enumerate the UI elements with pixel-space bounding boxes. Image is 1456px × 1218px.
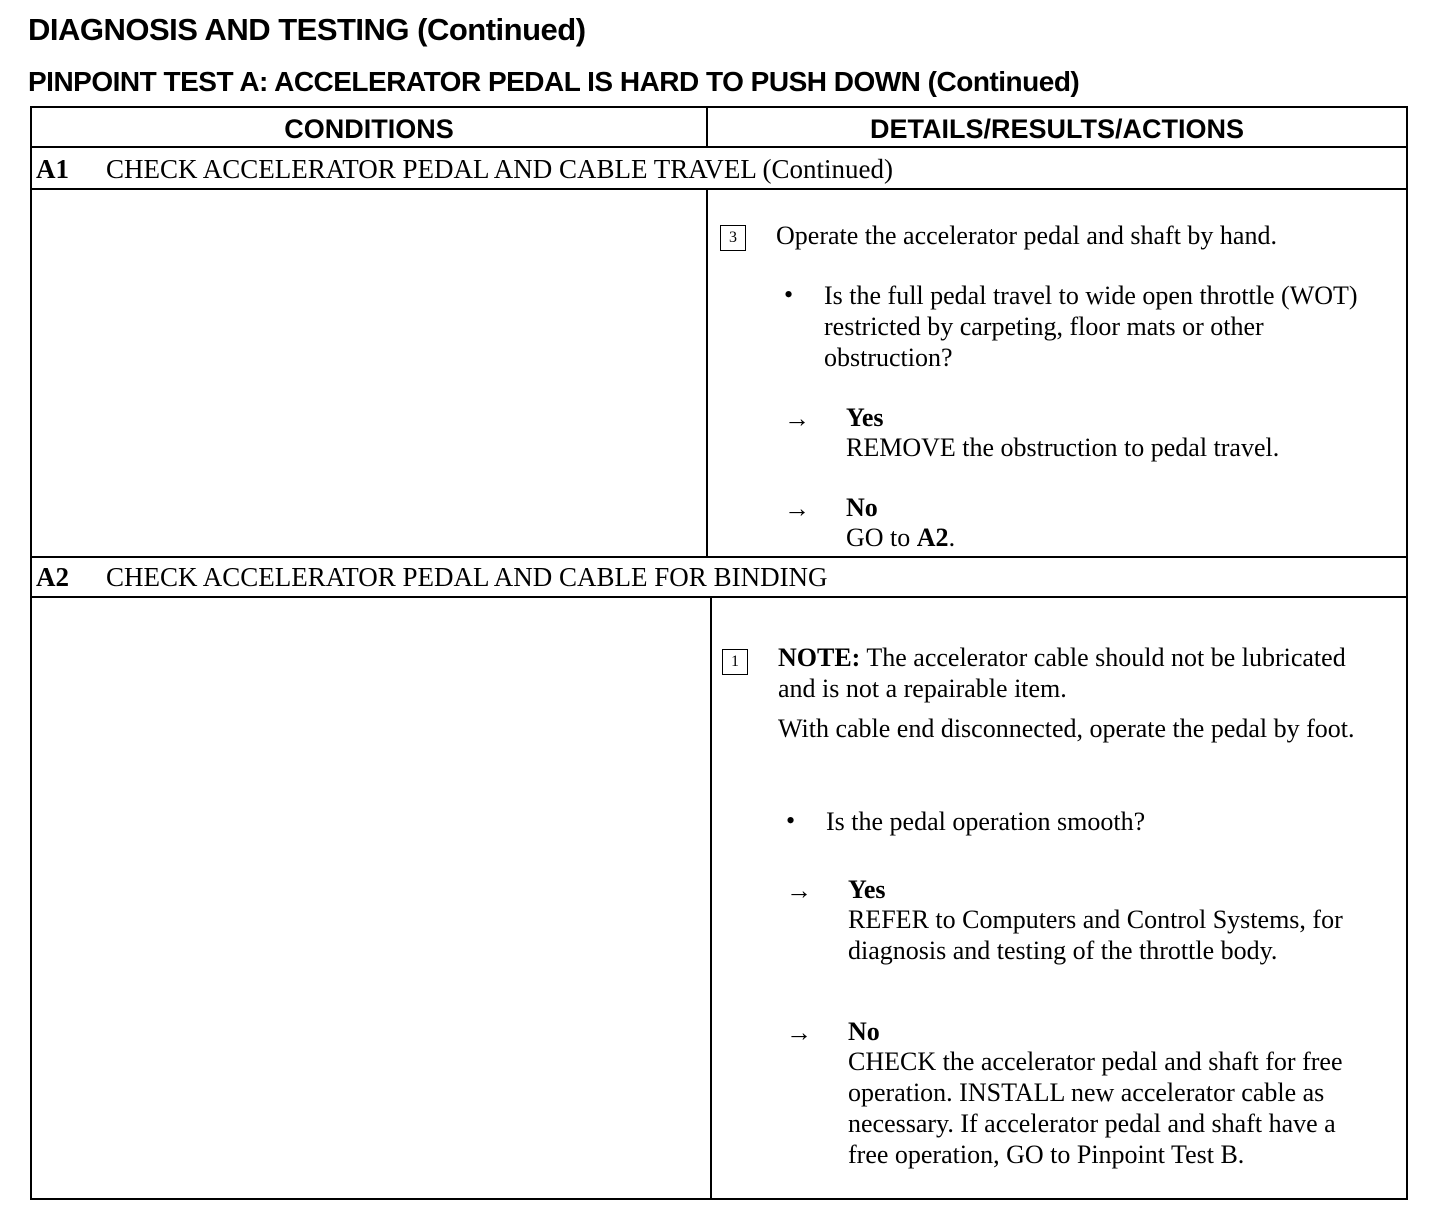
step-title: CHECK ACCELERATOR PEDAL AND CABLE TRAVEL (Continued) <box>106 154 894 184</box>
arrow-right-icon: → <box>786 1018 812 1047</box>
test-title: PINPOINT TEST A: ACCELERATOR PEDAL IS HARD TO PUSH DOWN (Continued) <box>28 66 1080 97</box>
note-text: The accelerator cable should not be lubricated and is not a repairable item. <box>778 643 1346 703</box>
yes-action: REMOVE the obstruction to pedal travel. <box>846 433 1280 462</box>
a2-column-divider <box>710 598 712 1198</box>
page-title: DIAGNOSIS AND TESTING (Continued) <box>28 12 586 47</box>
step-question: Is the pedal operation smooth? <box>826 807 1146 836</box>
step-title: CHECK ACCELERATOR PEDAL AND CABLE FOR BINDING <box>106 562 828 592</box>
step-note <box>778 642 1388 704</box>
arrow-right-icon: → <box>784 494 810 523</box>
pinpoint-test-table <box>30 106 1408 1200</box>
a1-column-divider <box>706 190 708 556</box>
step-question: Is the full pedal travel to wide open throttle (WOT) restricted by carpeting, floor mats or other obstruction? <box>824 281 1358 372</box>
yes-label: Yes <box>848 875 886 904</box>
yes-label: Yes <box>846 403 884 432</box>
step-instruction: With cable end disconnected, operate the pedal by foot. <box>778 714 1355 743</box>
no-action: CHECK the accelerator pedal and shaft for free operation. INSTALL new accelerator cable as necessary. If accelerator pedal and shaft have a free operation, GO to Pinpoint Test B. <box>848 1047 1343 1169</box>
a1-title-divider <box>32 188 1406 190</box>
no-action-prefix: GO to <box>846 523 917 552</box>
step-a2-title-row <box>36 562 828 593</box>
step-code: A2 <box>36 562 69 592</box>
bullet-icon: • <box>784 280 794 309</box>
column-header-conditions: CONDITIONS <box>284 114 454 144</box>
note-label: NOTE: <box>778 643 861 672</box>
bullet-icon: • <box>786 806 796 835</box>
arrow-right-icon: → <box>786 876 812 905</box>
arrow-right-icon: → <box>784 404 810 433</box>
step-code: A1 <box>36 154 69 184</box>
yes-action: REFER to Computers and Control Systems, for diagnosis and testing of the throttle body. <box>848 905 1343 965</box>
a2-title-divider <box>32 596 1406 598</box>
no-label: No <box>848 1017 880 1046</box>
no-action <box>846 522 1386 553</box>
a2-top-divider <box>32 556 1406 558</box>
step-a1-title-row <box>36 154 893 185</box>
no-label: No <box>846 493 878 522</box>
step-instruction: Operate the accelerator pedal and shaft by hand. <box>776 221 1277 250</box>
no-action-suffix: . <box>948 523 956 552</box>
column-header-details: DETAILS/RESULTS/ACTIONS <box>869 114 1244 144</box>
no-action-target: A2 <box>916 523 949 552</box>
step-number-box: 3 <box>720 225 746 251</box>
step-number-box: 1 <box>722 649 748 675</box>
